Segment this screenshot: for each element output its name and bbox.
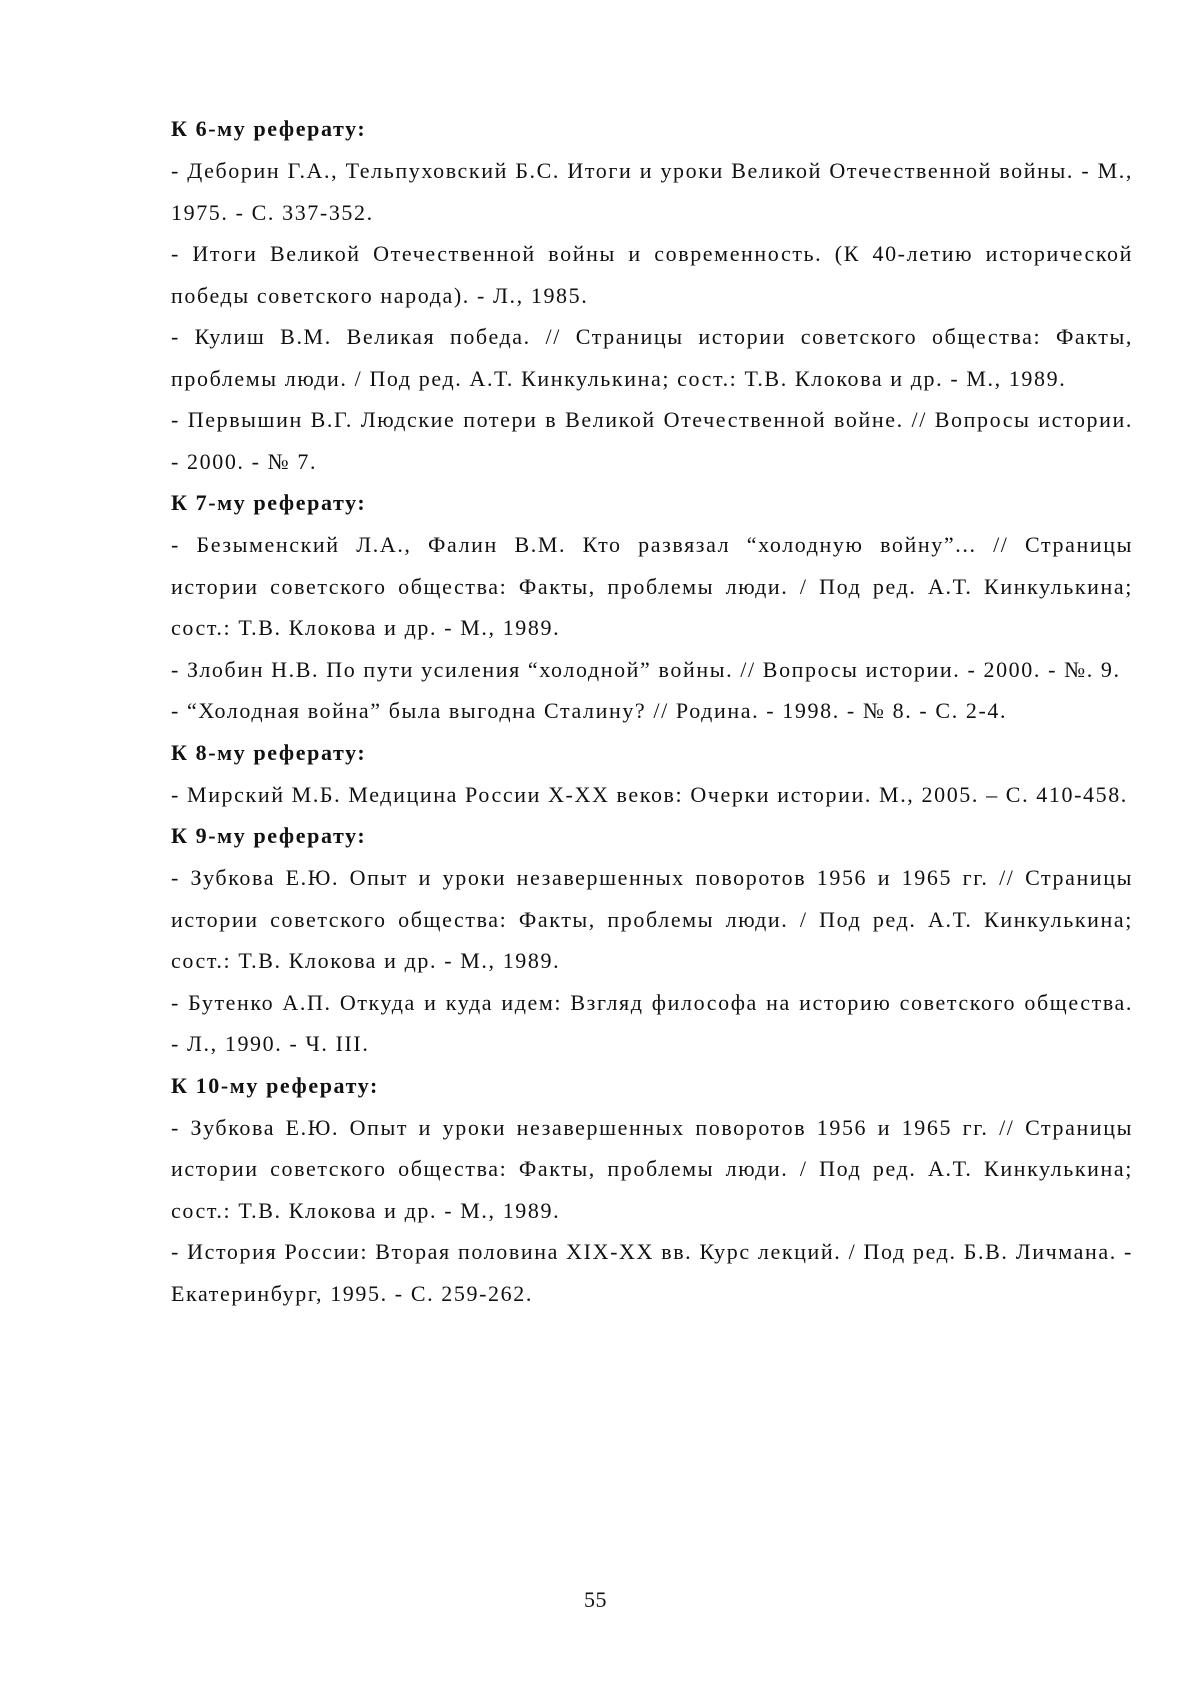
bibliography-entry: - Зубкова Е.Ю. Опыт и уроки незавершенных поворотов 1956 и 1965 гг. // Страницы истории советского общества: Факты, проблемы люди. / Под ред. А.Т. Кинкулькина; сост.: Т.В. Клокова и др. - М., 1989. (171, 1114, 1133, 1223)
section-heading: К 8-му реферату: (171, 739, 367, 765)
reading-list-section-6 (171, 108, 1133, 482)
bibliography-entry: - Первышин В.Г. Людские потери в Великой Отечественной войне. // Вопросы истории. - 2000. - № 7. (171, 407, 1133, 474)
bibliography-entry: - Безыменский Л.А., Фалин В.М. Кто развязал “холодную войну”... // Страницы истории советского общества: Факты, проблемы люди. / Под ред. А.Т. Кинкулькина; сост.: Т.В. Клокова и др. - М., 1989. (171, 532, 1133, 640)
bibliography-entry: - Зубкова Е.Ю. Опыт и уроки незавершенных поворотов 1956 и 1965 гг. // Страницы истории советского общества: Факты, проблемы люди. / Под ред. А.Т. Кинкулькина; сост.: Т.В. Клокова и др. - М., 1989. (171, 865, 1133, 973)
reading-list-section-8 (171, 732, 1133, 816)
bibliography-page (171, 108, 1133, 1314)
bibliography-entry: - Деборин Г.А., Тельпуховский Б.С. Итоги и уроки Великой Отечественной войны. - М., 1975. - С. 337-352. (171, 158, 1133, 225)
bibliography-entry: - “Холодная война” была выгодна Сталину? // Родина. - 1998. - № 8. - С. 2-4. (171, 698, 1008, 723)
bibliography-entry: - Итоги Великой Отечественной войны и современность. (К 40-летию исторической победы советского народа). - Л., 1985. (171, 241, 1133, 308)
bibliography-entry: - Кулиш В.М. Великая победа. // Страницы истории советского общества: Факты, проблемы люди. / Под ред. А.Т. Кинкулькина; сост.: Т.В. Клокова и др. - М., 1989. (171, 324, 1133, 391)
bibliography-entry: - Бутенко А.П. Откуда и куда идем: Взгляд философа на историю советского общества. - Л., 1990. - Ч. III. (171, 989, 1133, 1056)
section-heading: К 6-му реферату: (171, 116, 367, 141)
reading-list-section-9 (171, 815, 1133, 1065)
reading-list-section-7 (171, 482, 1133, 732)
bibliography-entry: - Злобин Н.В. По пути усиления “холодной” войны. // Вопросы истории. - 2000. - №. 9. (171, 656, 1121, 682)
reading-list-section-10 (171, 1065, 1133, 1315)
section-heading: К 10-му реферату: (171, 1072, 379, 1098)
bibliography-entry: - Мирский М.Б. Медицина России X-XX веков: Очерки истории. М., 2005. – С. 410-458. (171, 781, 1128, 807)
page-number: 55 (584, 1587, 607, 1612)
section-heading: К 9-му реферату: (171, 823, 367, 848)
section-heading: К 7-му реферату: (171, 490, 367, 515)
bibliography-entry: - История России: Вторая половина XIX-XX вв. Курс лекций. / Под ред. Б.В. Личмана. - Екатеринбург, 1995. - С. 259-262. (171, 1239, 1133, 1306)
